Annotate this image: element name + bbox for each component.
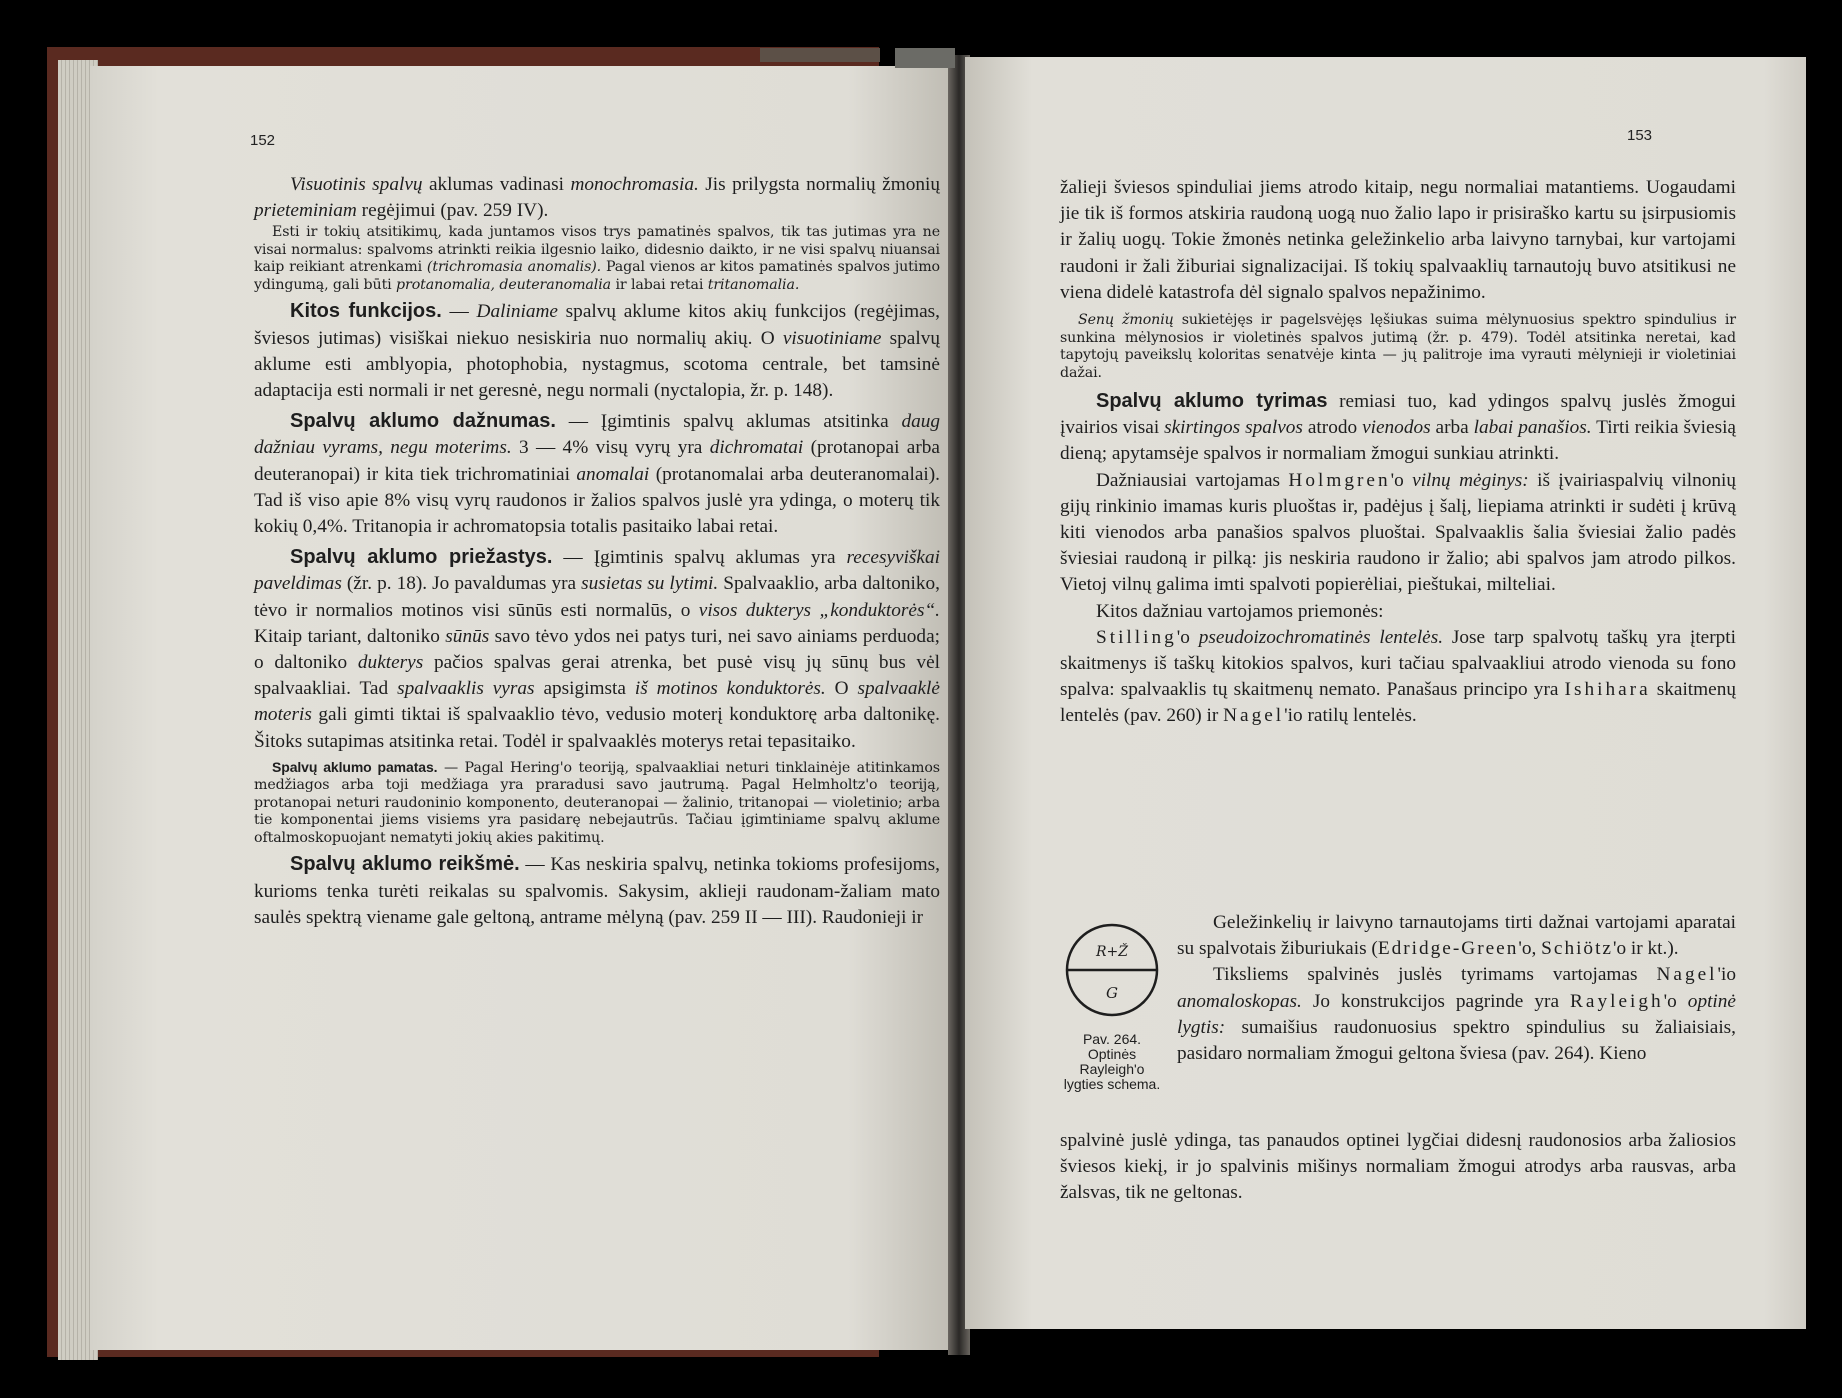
- figure-wrap-text: [1177, 910, 1736, 1067]
- section-heading: Spalvų aklumo pamatas.: [272, 758, 438, 775]
- figure-264: [1060, 922, 1180, 1092]
- diagram-top-label: R+Ž: [1096, 944, 1128, 960]
- diagram-bottom-label: G: [1106, 984, 1118, 1002]
- paragraph: spalvinė juslė ydinga, tas panaudos optinei lygčiai didesnį raudonosios arba žaliosios šviesos kiekį, ir jo spalvinis mišinys normaliam žmogui atrodys arba rausvas, arba žalsvas, tik ne geltonas.: [1060, 1130, 1736, 1204]
- paragraph-small: Senų žmonių sukietėjęs ir pagelsvėjęs lęšiukas suima mėlynuosius spektro spindulius ir sunkina mėlynosios ir violetinės spalvos jutimą (žr. p. 479). Todėl atsitinka neretai, kad tapytojų paveikslų koloritas senatvėje kinta — jų palitroje ima vyrauti mėlynieji ir violetiniai dažai.: [1060, 312, 1736, 381]
- figure-block: [1060, 912, 1736, 1204]
- right-column: [1060, 175, 1736, 730]
- paragraph: Spalvų aklumo reikšmė. — Kas neskiria spalvų, netinka tokioms profesijoms, kurioms tenka turėti reikalas su spalvomis. Sakysim, aklieji raudonam-žaliam mato saulės spektrą viename gale geltoną, antrame mėlyną (pav. 259 II — III). Raudonieji ir: [254, 853, 940, 928]
- paragraph: Dažniausiai vartojamas Holmgren'o vilnų mėginys: iš įvairiaspalvių vilnonių gijų rinkinio imamas kuris pluoštas ir, padėjus į šalį, liepiama atrinkti ir sudėti į krūvą kiti vienodos arba panašios spalvos pluoštai. Spalvaaklis šalia šviesiai žalio padės šviesiai raudoną ir pilką: jis neskiria raudono ir žalio; abi spalvos jam atrodo pilkos. Vietoj vilnų galima imti spalvoti popierėliai, pieštukai, milteliai.: [1060, 469, 1736, 596]
- page-number: 152: [250, 132, 276, 149]
- paragraph: Visuotinis spalvų aklumas vadinasi monochromasia. Jis prilygsta normalių žmonių prieteminiam regėjimui (pav. 259 IV).: [254, 174, 940, 222]
- paragraph-small: Spalvų aklumo pamatas. — Pagal Hering'o teoriją, spalvaakliai neturi tinklainėje atitinkamos medžiagos arba toji medžiaga yra praradusi savo jautrumą. Pagal Helmholtz'o teoriją, protanopai neturi raudoninio komponento, deuteranopai — žalinio, tritanopai — violetinio; arba tie komponentai jiems visiems yra pasidarę nebejautrūs. Tačiau įgimtiniame spalvų aklume oftalmoskopuojant nematyti jokių akies pakitimų.: [254, 758, 940, 846]
- figure-caption: Pav. 264. Optinės Rayleigh'o lygties schema.: [1063, 1031, 1161, 1092]
- page-number: 153: [1627, 127, 1653, 144]
- paragraph: Kitos dažniau vartojamos priemonės:: [1096, 600, 1384, 622]
- paragraph: Spalvų aklumo dažnumas. — Įgimtinis spalvų aklumas atsitinka daug dažniau vyrams, negu moterims. 3 — 4% visų vyrų yra dichromatai (protanopai arba deuteranopai) ir kita tiek trichromatiniai anomalai (protanomalai arba deuteranomalai). Tad iš viso apie 8% visų vyrų raudonos ir žalios spalvos juslė yra ydinga, o moterų tik kokių 0,4%. Tritanopia ir achromatopsia totalis pasitaiko labai retai.: [254, 410, 940, 538]
- paragraph-small: Esti ir tokių atsitikimų, kada juntamos visos trys pamatinės spalvos, tik tas jutimas yra ne visai normalus: spalvoms atrinkti reikia ilgesnio laiko, didesnio daikto, ir ne visi spalvų niuansai kaip reikiant atrenkami (trichromasia anomalis). Pagal vienos ar kitos pamatinės spalvos jutimo ydingumą, gali būti protanomalia, deuteranomalia ir labai retai tritanomalia.: [254, 224, 940, 293]
- paragraph: Kitos funkcijos. — Daliniame spalvų aklume kitos akių funkcijos (regėjimas, šviesos jutimas) visiškai niekuo nesiskiria nuo normalių akių. O visuotiniame spalvų aklume esti amblyopia, photophobia, nystagmus, scotoma centrale, bet tamsinė adaptacija esti normali ir net geresnė, negu normali (nyctalopia, žr. p. 148).: [254, 300, 941, 402]
- paragraph: Geležinkelių ir laivyno tarnautojams tirti dažnai vartojami aparatai su spalvotais žiburiukais (Edridge-Green'o, Schiötz'o ir kt.).: [1177, 912, 1736, 960]
- section-heading: Spalvų aklumo priežastys.: [290, 546, 553, 569]
- section-heading: Spalvų aklumo dažnumas.: [290, 410, 556, 433]
- section-heading: Spalvų aklumo tyrimas: [1096, 390, 1328, 413]
- rayleigh-diagram: [1060, 922, 1164, 1018]
- paragraph: Stilling'o pseudoizochromatinės lentelės. Jose tarp spalvotų taškų yra įterpti skaitmenys iš taškų kitokios spalvos, kuri tačiau spalvaakliui atrodo vienoda su fono spalva: spalvaaklis tų skaitmenų nemato. Panašaus principo yra Ishihara skaitmenų lentelės (pav. 260) ir Nagel'io ratilų lentelės.: [1060, 626, 1737, 727]
- binding-tape: [895, 48, 955, 68]
- right-page: [965, 57, 1806, 1329]
- left-page: [90, 66, 952, 1350]
- paragraph: Spalvų aklumo priežastys. — Įgimtinis spalvų aklumas yra recesyviškai paveldimas (žr. p. 18). Jo pavaldumas yra susietas su lytimi. Spalvaaklio, arba daltoniko, tėvo ir normalios motinos visi sūnūs esti normalūs, o visos dukterys „konduktorės“. Kitaip tariant, daltoniko sūnūs savo tėvo ydos nei patys turi, nei savo ainiams perduoda; o daltoniko dukterys pačios spalvas gerai atrenka, bet pusė visų jų sūnų bus vėl spalvaakliai. Tad spalvaaklis vyras apsigimsta iš motinos konduktorės. O spalvaaklė moteris gali gimti tiktai iš spalvaaklio tėvo, vedusio moterį konduktorę arba daltonikę. Šitoks sutapimas atsitinka retai. Todėl ir spalvaaklės moterys retai tepasitaiko.: [254, 546, 940, 752]
- binding-tape: [760, 48, 880, 62]
- paragraph: žalieji šviesos spinduliai jiems atrodo kitaip, negu normaliai matantiems. Uogaudami jie tik iš formos atskiria raudoną uogą nuo žalio lapo ir prisiraško kartu su įsirpusiomis ir žalių uogų. Tokie žmonės netinka geležinkelio arba laivyno tarnybai, kur vartojami raudoni ir žali žiburiai signalizacijai. Iš tokių spalvaaklių tarnautojų buvo atsitikusi ne viena didelė katastrofa dėl signalo spalvos nepažinimo.: [1060, 177, 1736, 303]
- section-heading: Kitos funkcijos.: [290, 300, 442, 323]
- section-heading: Spalvų aklumo reikšmė.: [290, 853, 520, 876]
- paragraph: Tiksliems spalvinės juslės tyrimams vartojamas Nagel'io anomaloskopas. Jo konstrukcijos pagrinde yra Rayleigh'o optinė lygtis: sumaišius raudonuosius spektro spindulius su žaliaisiais, pasidaro normaliam žmogui geltona šviesa (pav. 264). Kieno: [1177, 964, 1736, 1065]
- figure-after-text: [1060, 1128, 1736, 1207]
- paragraph: Spalvų aklumo tyrimas remiasi tuo, kad ydingos spalvų juslės žmogui įvairios visai skirtingos spalvos atrodo vienodos arba labai panašios. Tirti reikia šviesią dieną; apytamsėje spalvos ir normaliam žmogui sunkiau atrinkti.: [1060, 390, 1736, 465]
- left-column: [254, 172, 940, 931]
